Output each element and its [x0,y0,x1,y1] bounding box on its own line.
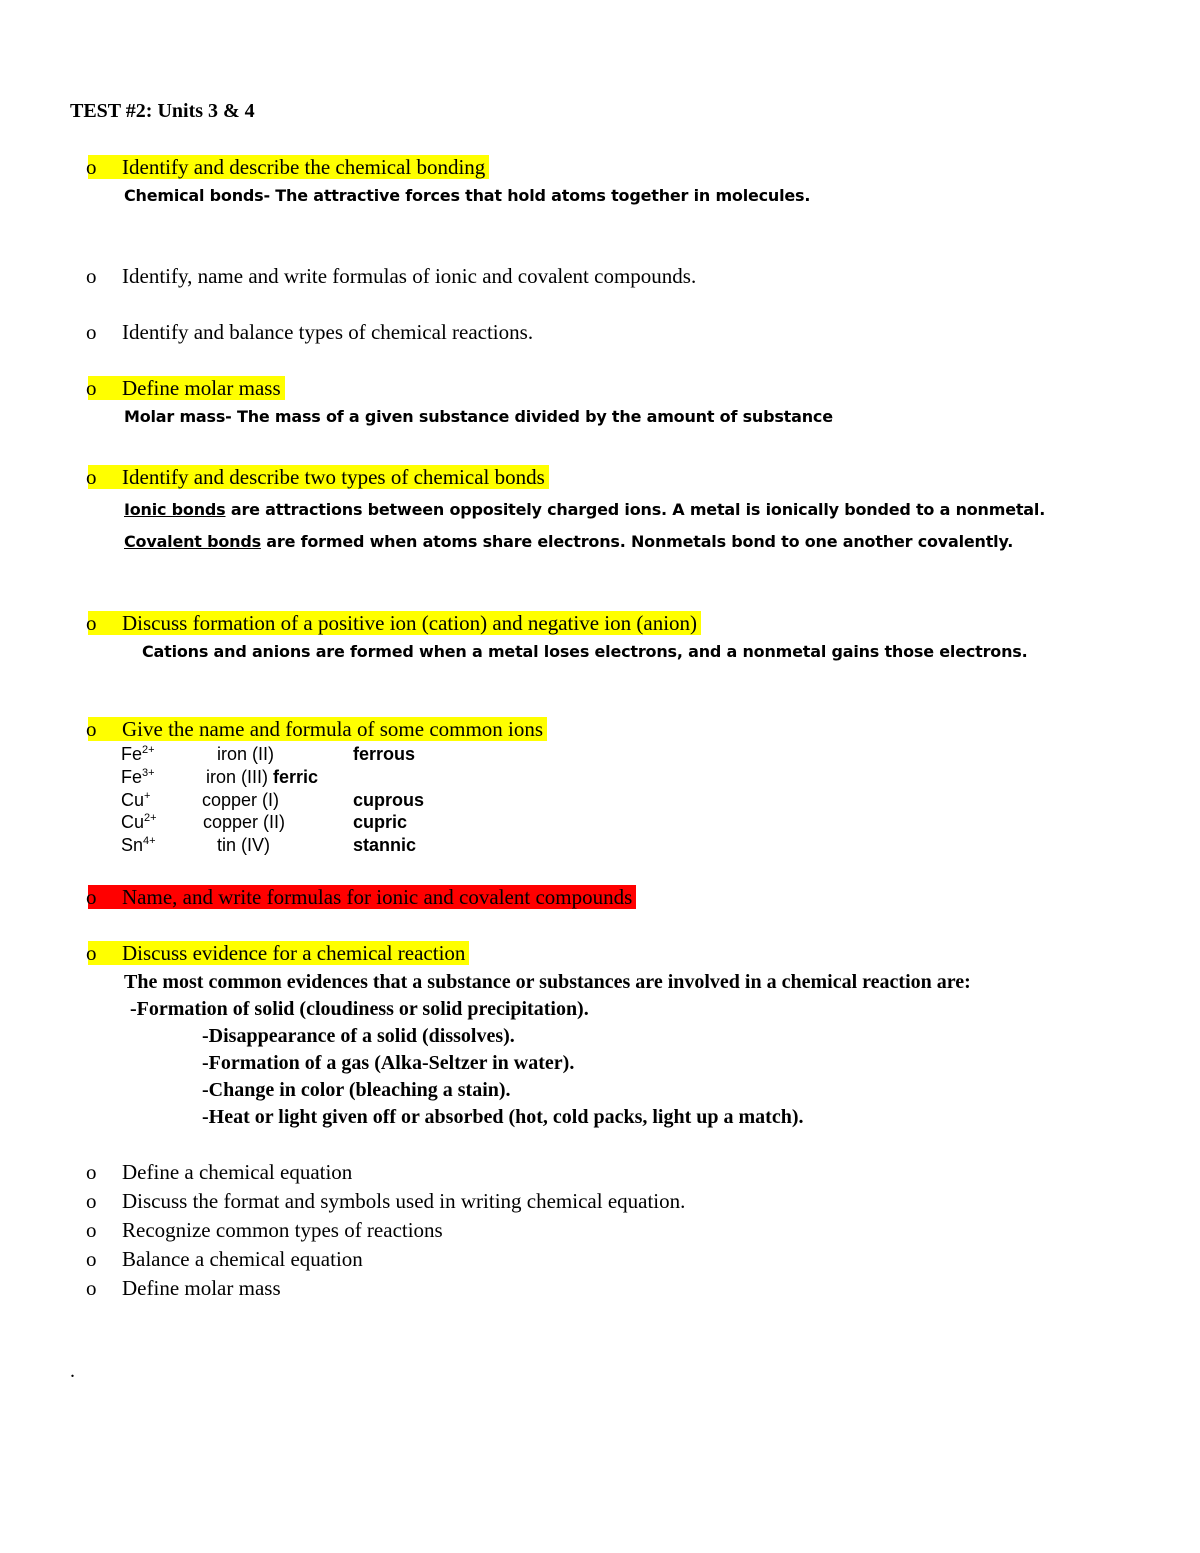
evidence-item: -Formation of solid (cloudiness or solid precipitation). [130,998,589,1020]
term-ionic-bonds: Ionic bonds [124,500,226,519]
bullet-heading: Name, and write formulas for ionic and covalent compounds [122,885,633,909]
bullet-heading: Identify and describe the chemical bonding [122,155,486,179]
trailing-period: . [70,1360,75,1382]
bullet-heading: Define molar mass [122,376,281,400]
evidence-intro: The most common evidences that a substance or substances are involved in a chemical reaction are: [124,971,971,993]
ion-name [206,767,318,788]
ion-common-name [353,835,416,856]
ion-charge: 3+ [142,767,155,779]
bullet-bonding [88,154,489,180]
bullet-evidence [88,940,469,966]
ion-common-name [353,744,415,765]
ion-common-name [353,812,407,833]
bullet-final-item [88,1275,281,1301]
ion-symbol: Fe [121,767,143,787]
ion-common-name-text: stannic [353,835,417,855]
bullet-heading: Give the name and formula of some common ions [122,717,544,741]
ion-charge: + [144,790,151,802]
bullet-reactions [88,319,533,345]
page-title: TEST #2: Units 3 & 4 [70,100,255,122]
definition-molar-mass: Molar mass- The mass of a given substance divided by the amount of substance [124,407,833,426]
ion-charge: 2+ [142,744,155,756]
bullet-heading: Discuss evidence for a chemical reaction [122,941,466,965]
ion-symbol: Cu [121,790,145,810]
bullet-marker: o [86,155,97,179]
bullet-marker: o [86,1189,97,1213]
ion-common-name: ferric [273,767,319,787]
bullet-marker: o [86,1160,97,1184]
definition-text: are attractions between oppositely charged ions. A metal is ionically bonded to a nonmetal. [225,500,1046,519]
bullet-common-ions [88,716,547,742]
bullet-marker: o [86,611,97,635]
ion-name: tin (IV) [217,835,271,855]
ion-formula [121,767,155,788]
ion-charge: 2+ [144,812,157,824]
bullet-marker: o [86,465,97,489]
ion-symbol: Fe [121,744,143,764]
ion-name: copper (II) [203,812,286,832]
bullet-marker: o [86,320,97,344]
bullet-formulas [88,263,696,289]
evidence-item: -Change in color (bleaching a stain). [202,1079,511,1101]
bullet-heading: Identify and describe two types of chemical bonds [122,465,545,489]
definition-covalent-bonds [124,532,1013,551]
ion-name: iron (II) [217,744,275,764]
bullet-heading: Balance a chemical equation [122,1247,363,1271]
definition-text: are formed when atoms share electrons. Nonmetals bond to one another covalently. [260,532,1014,551]
ion-formula [121,812,157,833]
evidence-item: -Formation of a gas (Alka-Seltzer in water). [202,1052,575,1074]
evidence-item: -Heat or light given off or absorbed (hot, cold packs, light up a match). [202,1106,804,1128]
definition-ionic-bonds [124,500,1045,519]
ion-name: copper (I) [202,790,280,810]
bullet-marker: o [86,941,97,965]
ion-common-name-text: cuprous [353,790,425,810]
ion-common-name [353,790,424,811]
definition-chemical-bonds: Chemical bonds- The attractive forces that hold atoms together in molecules. [124,186,811,205]
bullet-final-item [88,1159,352,1185]
bullet-final-item [88,1246,363,1272]
bullet-heading: Define molar mass [122,1276,281,1300]
bullet-marker: o [86,1276,97,1300]
ion-formula [121,744,155,765]
ion-charge: 4+ [143,835,156,847]
ion-common-name-text: ferrous [353,744,416,764]
bullet-marker: o [86,1247,97,1271]
bullet-heading: Discuss formation of a positive ion (cation) and negative ion (anion) [122,611,698,635]
bullet-heading: Recognize common types of reactions [122,1218,443,1242]
evidence-item: -Disappearance of a solid (dissolves). [202,1025,515,1047]
bullet-two-bonds [88,464,549,490]
bullet-final-item [88,1188,685,1214]
ion-common-name-text: cupric [353,812,408,832]
bullet-marker: o [86,717,97,741]
ion-symbol: Sn [121,835,144,855]
ion-formula [121,835,156,856]
bullet-marker: o [86,885,97,909]
bullet-molar-mass [88,375,285,401]
bullet-marker: o [86,264,97,288]
bullet-marker: o [86,1218,97,1242]
bullet-heading: Identify, name and write formulas of ionic and covalent compounds. [122,264,697,288]
bullet-name-write-formulas [88,884,636,910]
ion-formula [121,790,150,811]
bullet-final-item [88,1217,443,1243]
ion-symbol: Cu [121,812,145,832]
ion-name-text: iron (III) [206,767,269,787]
definition-cations-anions: Cations and anions are formed when a metal loses electrons, and a nonmetal gains those electrons. [142,642,1028,661]
bullet-ion-formation [88,610,701,636]
term-covalent-bonds: Covalent bonds [124,532,261,551]
bullet-heading: Define a chemical equation [122,1160,353,1184]
bullet-heading: Discuss the format and symbols used in writing chemical equation. [122,1189,686,1213]
bullet-heading: Identify and balance types of chemical reactions. [122,320,534,344]
bullet-marker: o [86,376,97,400]
